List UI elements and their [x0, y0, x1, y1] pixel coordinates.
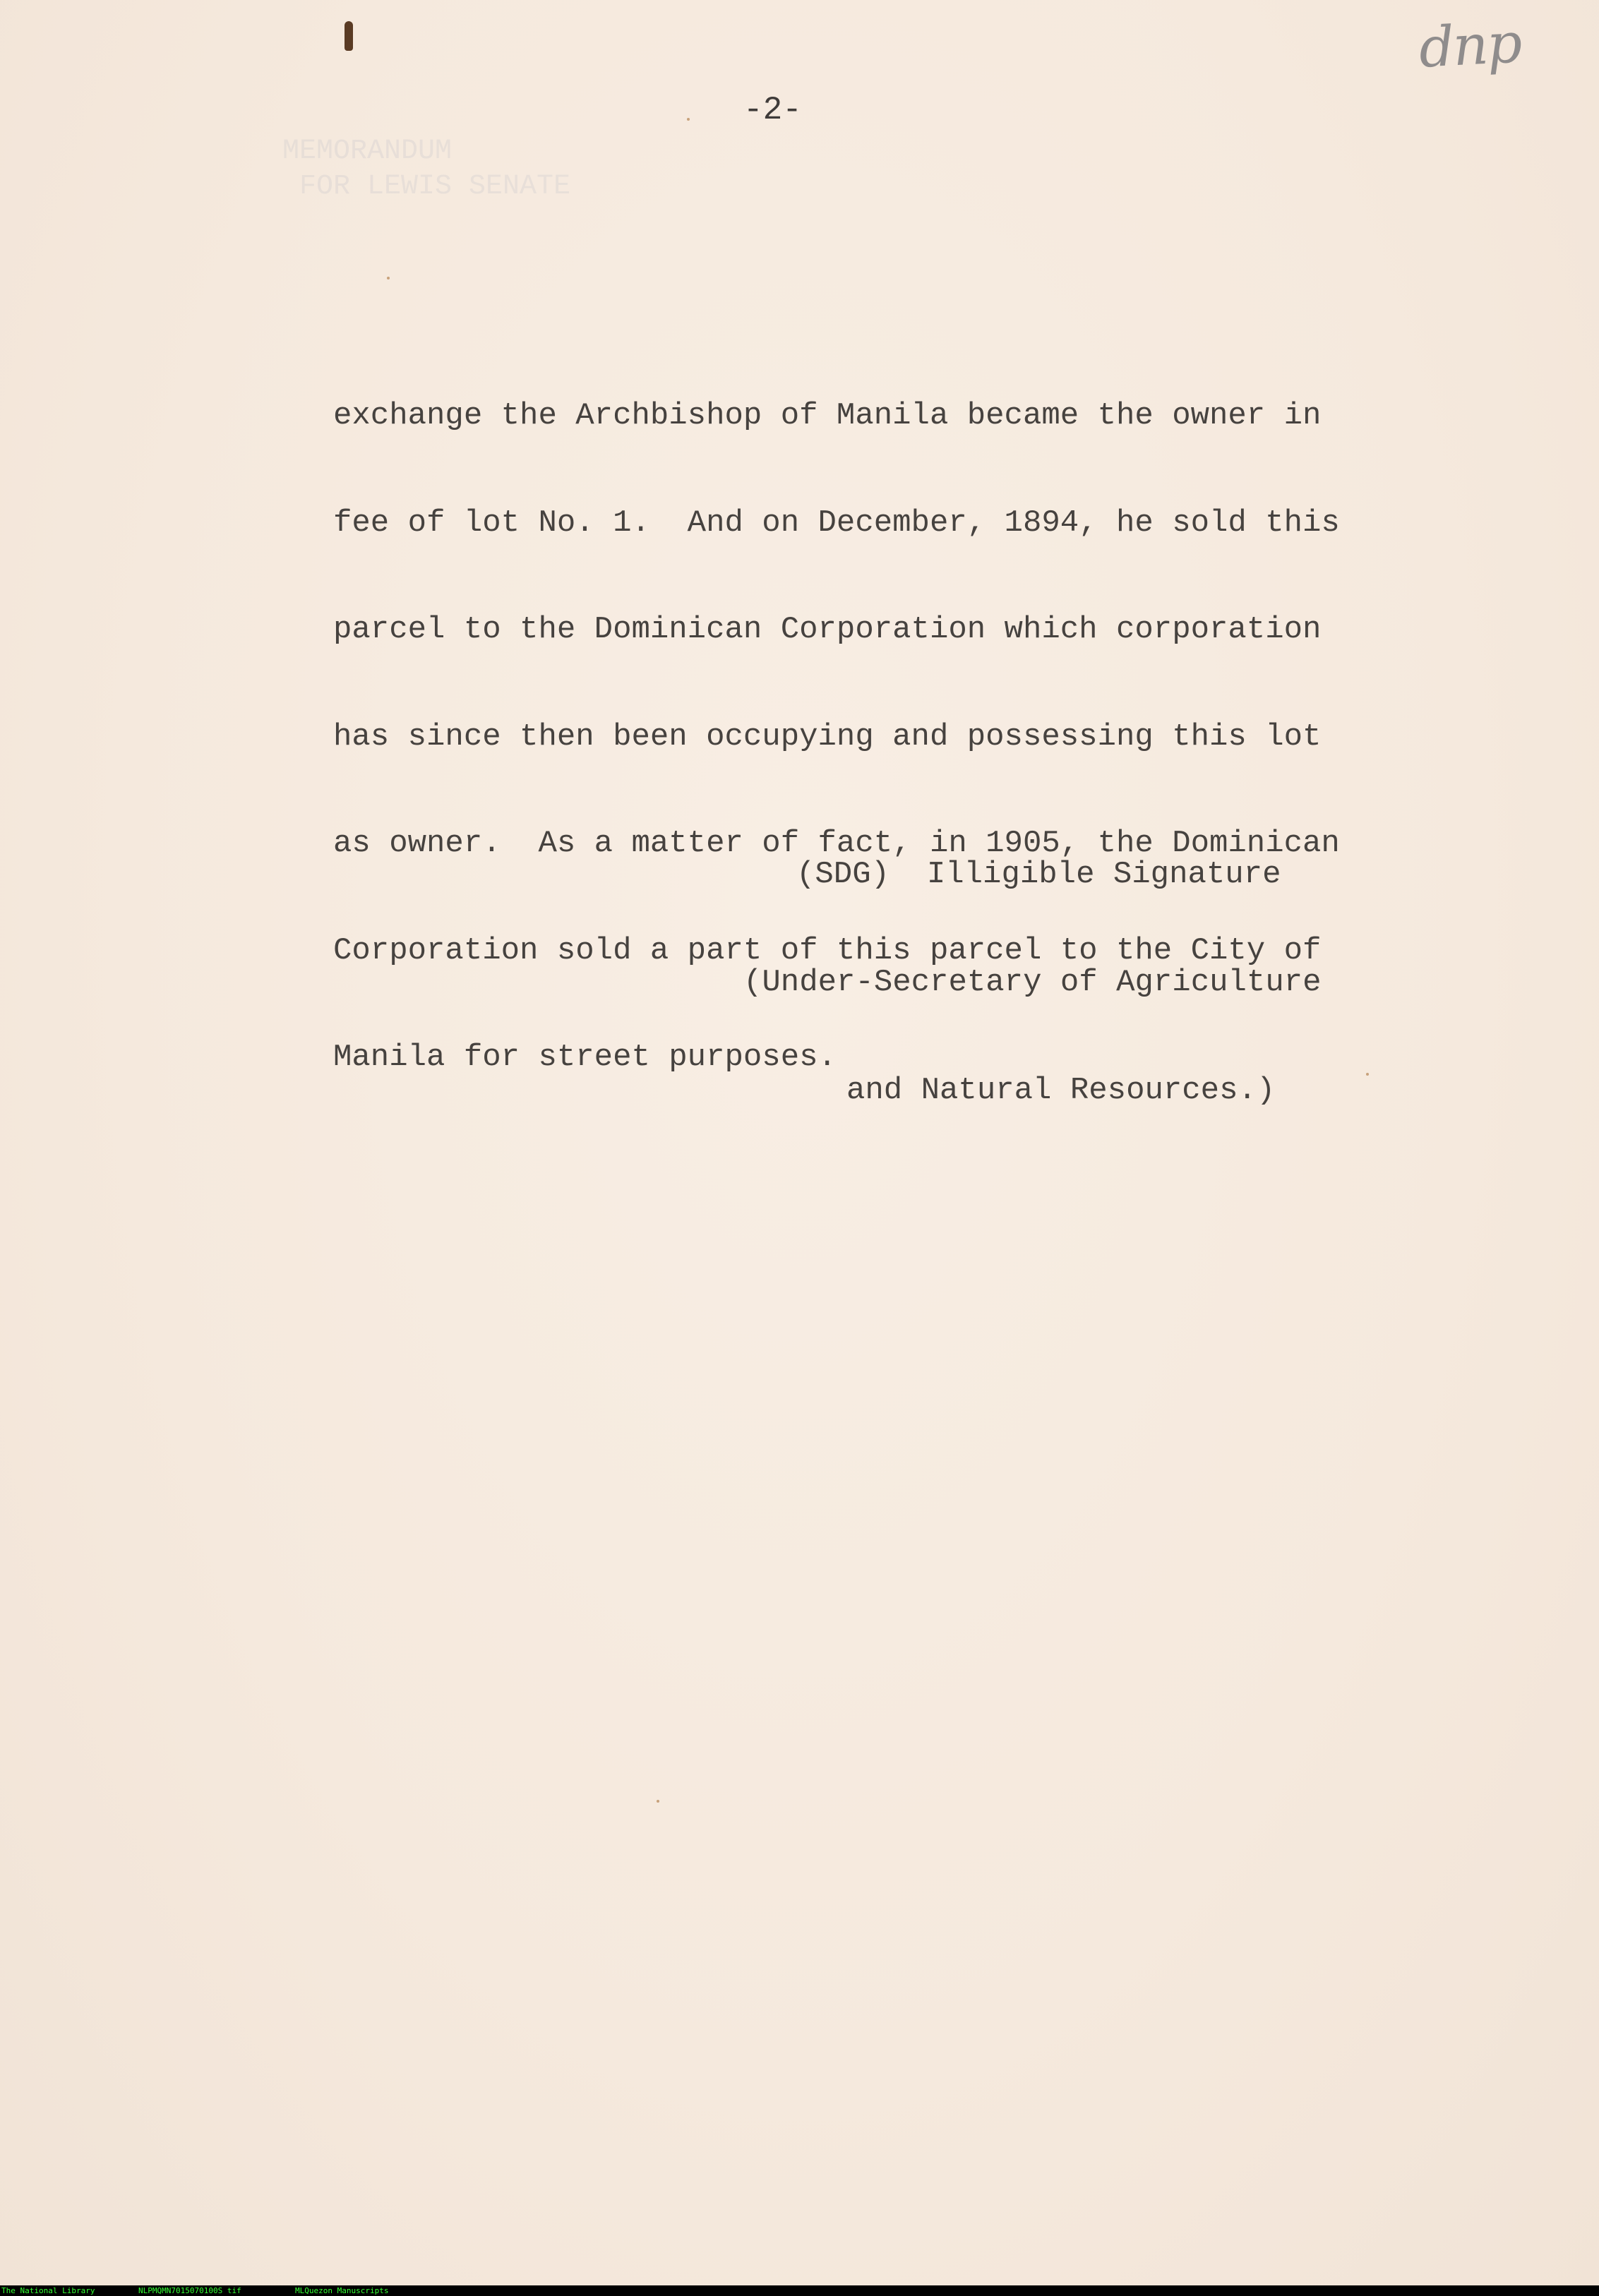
bleed-through-text: MEMORANDUM FOR LEWIS SENATE — [282, 136, 571, 203]
paper-speck — [387, 277, 390, 280]
body-line: exchange the Archbishop of Manila became the owner in — [333, 398, 1322, 433]
paper-speck — [687, 118, 690, 121]
body-line: has since then been occupying and possessing this lot — [333, 719, 1322, 755]
signature-block — [734, 785, 1341, 1181]
body-line: parcel to the Dominican Corporation which corporation — [333, 612, 1322, 647]
body-line: as owner. As a matter of fact, in 1905, the Dominican — [333, 826, 1340, 861]
body-line: fee of lot No. 1. And on December, 1894, he sold this — [333, 505, 1340, 541]
footer-collection: MLQuezon Manuscripts — [295, 2286, 389, 2295]
footer-institution: The National Library — [1, 2286, 95, 2295]
signature-line: (SDG) Illigible Signature — [796, 857, 1281, 892]
body-line: Manila for street purposes. — [333, 1040, 837, 1075]
handwritten-note: dnp — [1417, 11, 1523, 80]
paper-speck — [657, 1800, 659, 1803]
ink-blot-mark — [345, 21, 353, 51]
body-line: Corporation sold a part of this parcel to the City of — [333, 932, 1322, 968]
scan-footer-bar — [0, 2285, 1599, 2296]
footer-file-id: NLPMQMN7015070100S tif — [138, 2286, 241, 2295]
signature-title-line: (Under-Secretary of Agriculture — [743, 965, 1322, 1000]
paper-speck — [1366, 1073, 1369, 1076]
page-number: -2- — [743, 92, 802, 128]
signature-title-line: and Natural Resources.) — [846, 1073, 1276, 1108]
